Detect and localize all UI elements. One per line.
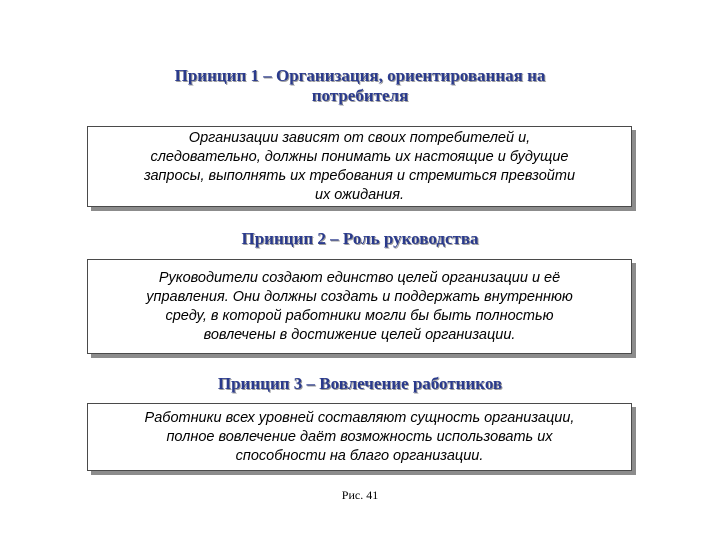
figure-caption: Рис. 41: [341, 488, 379, 502]
principle-3-box: [87, 403, 632, 471]
principle-2-title: Принцип 2 – Роль руководства: [241, 229, 479, 248]
principle-1-text: Организации зависят от своих потребителей и, следовательно, должны понимать их настоящие и будущие запросы, выполнять их требования и стремиться превзойти их ожидания.: [143, 129, 576, 203]
principle-1-title: Принцип 1 – Организация, ориентированная на потребителя: [174, 66, 546, 105]
principle-2-box: [87, 259, 632, 354]
principle-3-text: Работники всех уровней составляют сущность организации, полное вовлечение даёт возможность использовать их способности на благо организации.: [144, 409, 575, 464]
principle-2-text: Руководители создают единство целей организации и её управления. Они должны создать и поддержать внутреннюю среду, в которой работники могли бы быть полностью вовлечены в достижение целей организации.: [146, 269, 573, 343]
principle-1-box: [87, 126, 632, 207]
principle-3-title: Принцип 3 – Вовлечение работников: [217, 374, 503, 393]
